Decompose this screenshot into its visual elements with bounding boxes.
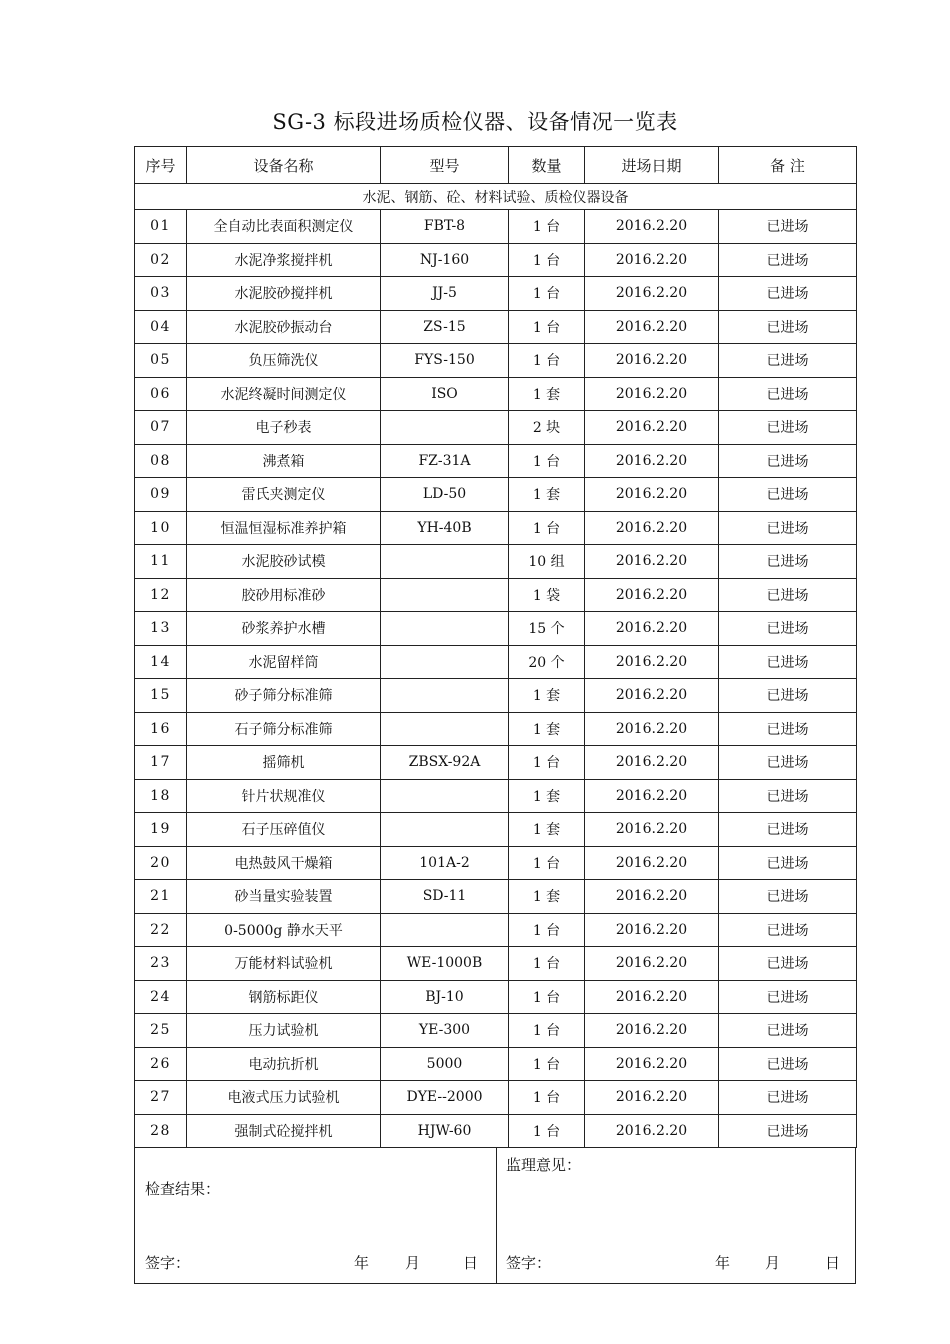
row-number: 14 [135,645,187,679]
table-row [135,779,857,813]
quantity-cell: 15 个 [509,612,585,646]
note-cell: 已进场 [719,779,857,813]
note-cell: 已进场 [719,947,857,981]
table-row [135,1047,857,1081]
entry-date-cell: 2016.2.20 [585,210,719,244]
quantity-cell: 1 台 [509,277,585,311]
note-cell: 已进场 [719,310,857,344]
row-number: 23 [135,947,187,981]
equipment-name: 雷氏夹测定仪 [187,478,381,512]
model-cell: SD-11 [381,880,509,914]
left-month-label: 月 [405,1254,421,1272]
row-number: 06 [135,377,187,411]
model-cell: YE-300 [381,1014,509,1048]
model-cell [381,612,509,646]
equipment-name: 电子秒表 [187,411,381,445]
section-row [135,184,857,210]
note-cell: 已进场 [719,645,857,679]
model-cell [381,913,509,947]
table-row [135,444,857,478]
row-number: 03 [135,277,187,311]
row-number: 25 [135,1014,187,1048]
row-number: 05 [135,344,187,378]
header-model: 型号 [381,147,509,184]
table-row [135,813,857,847]
row-number: 01 [135,210,187,244]
model-cell [381,645,509,679]
entry-date-cell: 2016.2.20 [585,880,719,914]
model-cell [381,712,509,746]
table-row [135,746,857,780]
table-row [135,880,857,914]
note-cell: 已进场 [719,846,857,880]
quantity-cell: 1 套 [509,880,585,914]
quantity-cell: 1 台 [509,746,585,780]
entry-date-cell: 2016.2.20 [585,980,719,1014]
table-row [135,1081,857,1115]
model-cell: ZBSX-92A [381,746,509,780]
table-row [135,1114,857,1148]
table-row [135,578,857,612]
quantity-cell: 1 套 [509,377,585,411]
table-row [135,947,857,981]
note-cell: 已进场 [719,478,857,512]
equipment-name: 水泥终凝时间测定仪 [187,377,381,411]
note-cell: 已进场 [719,578,857,612]
table-header-row [135,147,857,184]
quantity-cell: 1 台 [509,1114,585,1148]
entry-date-cell: 2016.2.20 [585,913,719,947]
entry-date-cell: 2016.2.20 [585,411,719,445]
quantity-cell: 1 台 [509,1014,585,1048]
quantity-cell: 1 袋 [509,578,585,612]
row-number: 24 [135,980,187,1014]
equipment-name: 万能材料试验机 [187,947,381,981]
entry-date-cell: 2016.2.20 [585,377,719,411]
equipment-name: 电动抗折机 [187,1047,381,1081]
note-cell: 已进场 [719,1081,857,1115]
table-row [135,980,857,1014]
model-cell [381,578,509,612]
row-number: 12 [135,578,187,612]
table-row [135,913,857,947]
note-cell: 已进场 [719,980,857,1014]
table-row [135,210,857,244]
row-number: 15 [135,679,187,713]
table-row [135,712,857,746]
table-row [135,645,857,679]
row-number: 26 [135,1047,187,1081]
quantity-cell: 20 个 [509,645,585,679]
entry-date-cell: 2016.2.20 [585,243,719,277]
left-year-label: 年 [354,1254,370,1272]
row-number: 21 [135,880,187,914]
equipment-name: 电热鼓风干燥箱 [187,846,381,880]
entry-date-cell: 2016.2.20 [585,612,719,646]
right-day-label: 日 [825,1254,841,1272]
quantity-cell: 1 套 [509,813,585,847]
quantity-cell: 1 台 [509,980,585,1014]
model-cell: HJW-60 [381,1114,509,1148]
row-number: 16 [135,712,187,746]
table-row [135,545,857,579]
quantity-cell: 1 台 [509,1081,585,1115]
note-cell: 已进场 [719,545,857,579]
table-row [135,478,857,512]
model-cell: LD-50 [381,478,509,512]
model-cell: JJ-5 [381,277,509,311]
note-cell: 已进场 [719,511,857,545]
entry-date-cell: 2016.2.20 [585,679,719,713]
row-number: 07 [135,411,187,445]
quantity-cell: 10 组 [509,545,585,579]
model-cell: FZ-31A [381,444,509,478]
model-cell: BJ-10 [381,980,509,1014]
row-number: 11 [135,545,187,579]
equipment-name: 水泥胶砂搅拌机 [187,277,381,311]
model-cell: NJ-160 [381,243,509,277]
row-number: 17 [135,746,187,780]
header-date: 进场日期 [585,147,719,184]
entry-date-cell: 2016.2.20 [585,545,719,579]
row-number: 22 [135,913,187,947]
quantity-cell: 1 台 [509,344,585,378]
note-cell: 已进场 [719,612,857,646]
right-sign-label: 签字： [506,1254,552,1272]
equipment-name: 沸煮箱 [187,444,381,478]
note-cell: 已进场 [719,243,857,277]
note-cell: 已进场 [719,344,857,378]
quantity-cell: 1 台 [509,913,585,947]
model-cell: ISO [381,377,509,411]
equipment-name: 水泥胶砂振动台 [187,310,381,344]
quantity-cell: 1 套 [509,779,585,813]
equipment-name: 0-5000g 静水天平 [187,913,381,947]
equipment-name: 石子压碎值仪 [187,813,381,847]
model-cell [381,679,509,713]
quantity-cell: 1 台 [509,1047,585,1081]
note-cell: 已进场 [719,411,857,445]
model-cell [381,813,509,847]
header-qty: 数量 [509,147,585,184]
entry-date-cell: 2016.2.20 [585,344,719,378]
entry-date-cell: 2016.2.20 [585,645,719,679]
supervision-label: 监理意见： [506,1156,582,1174]
row-number: 04 [135,310,187,344]
entry-date-cell: 2016.2.20 [585,310,719,344]
table-row [135,511,857,545]
equipment-name: 水泥净浆搅拌机 [187,243,381,277]
row-number: 13 [135,612,187,646]
row-number: 10 [135,511,187,545]
equipment-name: 针片状规准仪 [187,779,381,813]
check-result-label: 检查结果： [145,1180,221,1198]
equipment-name: 钢筋标距仪 [187,980,381,1014]
quantity-cell: 1 台 [509,243,585,277]
entry-date-cell: 2016.2.20 [585,511,719,545]
equipment-name: 负压筛洗仪 [187,344,381,378]
signature-area [134,1148,856,1284]
model-cell: 5000 [381,1047,509,1081]
table-row [135,612,857,646]
quantity-cell: 1 台 [509,947,585,981]
model-cell: 101A-2 [381,846,509,880]
quantity-cell: 1 台 [509,210,585,244]
note-cell: 已进场 [719,444,857,478]
equipment-name: 摇筛机 [187,746,381,780]
entry-date-cell: 2016.2.20 [585,813,719,847]
equipment-name: 强制式砼搅拌机 [187,1114,381,1148]
header-note: 备 注 [719,147,857,184]
entry-date-cell: 2016.2.20 [585,1014,719,1048]
table-row [135,411,857,445]
model-cell: FYS-150 [381,344,509,378]
section-title: 水泥、钢筋、砼、材料试验、质检仪器设备 [135,184,857,210]
entry-date-cell: 2016.2.20 [585,1047,719,1081]
signature-divider [496,1148,497,1283]
quantity-cell: 2 块 [509,411,585,445]
equipment-name: 电液式压力试验机 [187,1081,381,1115]
equipment-name: 水泥留样筒 [187,645,381,679]
note-cell: 已进场 [719,1114,857,1148]
header-name: 设备名称 [187,147,381,184]
entry-date-cell: 2016.2.20 [585,444,719,478]
entry-date-cell: 2016.2.20 [585,478,719,512]
entry-date-cell: 2016.2.20 [585,277,719,311]
row-number: 09 [135,478,187,512]
note-cell: 已进场 [719,880,857,914]
quantity-cell: 1 台 [509,310,585,344]
note-cell: 已进场 [719,813,857,847]
table-row [135,277,857,311]
model-cell: YH-40B [381,511,509,545]
right-year-label: 年 [715,1254,731,1272]
entry-date-cell: 2016.2.20 [585,746,719,780]
quantity-cell: 1 套 [509,478,585,512]
equipment-name: 砂浆养护水槽 [187,612,381,646]
table-row [135,679,857,713]
note-cell: 已进场 [719,210,857,244]
note-cell: 已进场 [719,913,857,947]
note-cell: 已进场 [719,712,857,746]
page-title: SG-3 标段进场质检仪器、设备情况一览表 [272,110,678,134]
entry-date-cell: 2016.2.20 [585,1081,719,1115]
model-cell: ZS-15 [381,310,509,344]
equipment-name: 全自动比表面积测定仪 [187,210,381,244]
model-cell [381,411,509,445]
table-row [135,377,857,411]
quantity-cell: 1 台 [509,511,585,545]
left-day-label: 日 [463,1254,479,1272]
left-sign-label: 签字： [145,1254,191,1272]
model-cell [381,779,509,813]
entry-date-cell: 2016.2.20 [585,1114,719,1148]
table-row [135,344,857,378]
note-cell: 已进场 [719,377,857,411]
equipment-name: 砂当量实验装置 [187,880,381,914]
right-month-label: 月 [765,1254,781,1272]
note-cell: 已进场 [719,679,857,713]
equipment-name: 砂子筛分标准筛 [187,679,381,713]
equipment-name: 胶砂用标准砂 [187,578,381,612]
table-row [135,846,857,880]
row-number: 08 [135,444,187,478]
equipment-name: 水泥胶砂试模 [187,545,381,579]
quantity-cell: 1 台 [509,444,585,478]
table-row [135,310,857,344]
entry-date-cell: 2016.2.20 [585,947,719,981]
row-number: 18 [135,779,187,813]
note-cell: 已进场 [719,1047,857,1081]
equipment-name: 压力试验机 [187,1014,381,1048]
entry-date-cell: 2016.2.20 [585,779,719,813]
equipment-table [134,146,857,1148]
note-cell: 已进场 [719,277,857,311]
row-number: 02 [135,243,187,277]
quantity-cell: 1 台 [509,846,585,880]
model-cell: WE-1000B [381,947,509,981]
row-number: 27 [135,1081,187,1115]
model-cell [381,545,509,579]
entry-date-cell: 2016.2.20 [585,578,719,612]
row-number: 28 [135,1114,187,1148]
model-cell: FBT-8 [381,210,509,244]
entry-date-cell: 2016.2.20 [585,712,719,746]
note-cell: 已进场 [719,746,857,780]
row-number: 19 [135,813,187,847]
row-number: 20 [135,846,187,880]
note-cell: 已进场 [719,1014,857,1048]
entry-date-cell: 2016.2.20 [585,846,719,880]
header-no: 序号 [135,147,187,184]
equipment-name: 恒温恒湿标准养护箱 [187,511,381,545]
table-row [135,243,857,277]
quantity-cell: 1 套 [509,679,585,713]
equipment-name: 石子筛分标准筛 [187,712,381,746]
model-cell: DYE--2000 [381,1081,509,1115]
table-row [135,1014,857,1048]
quantity-cell: 1 套 [509,712,585,746]
